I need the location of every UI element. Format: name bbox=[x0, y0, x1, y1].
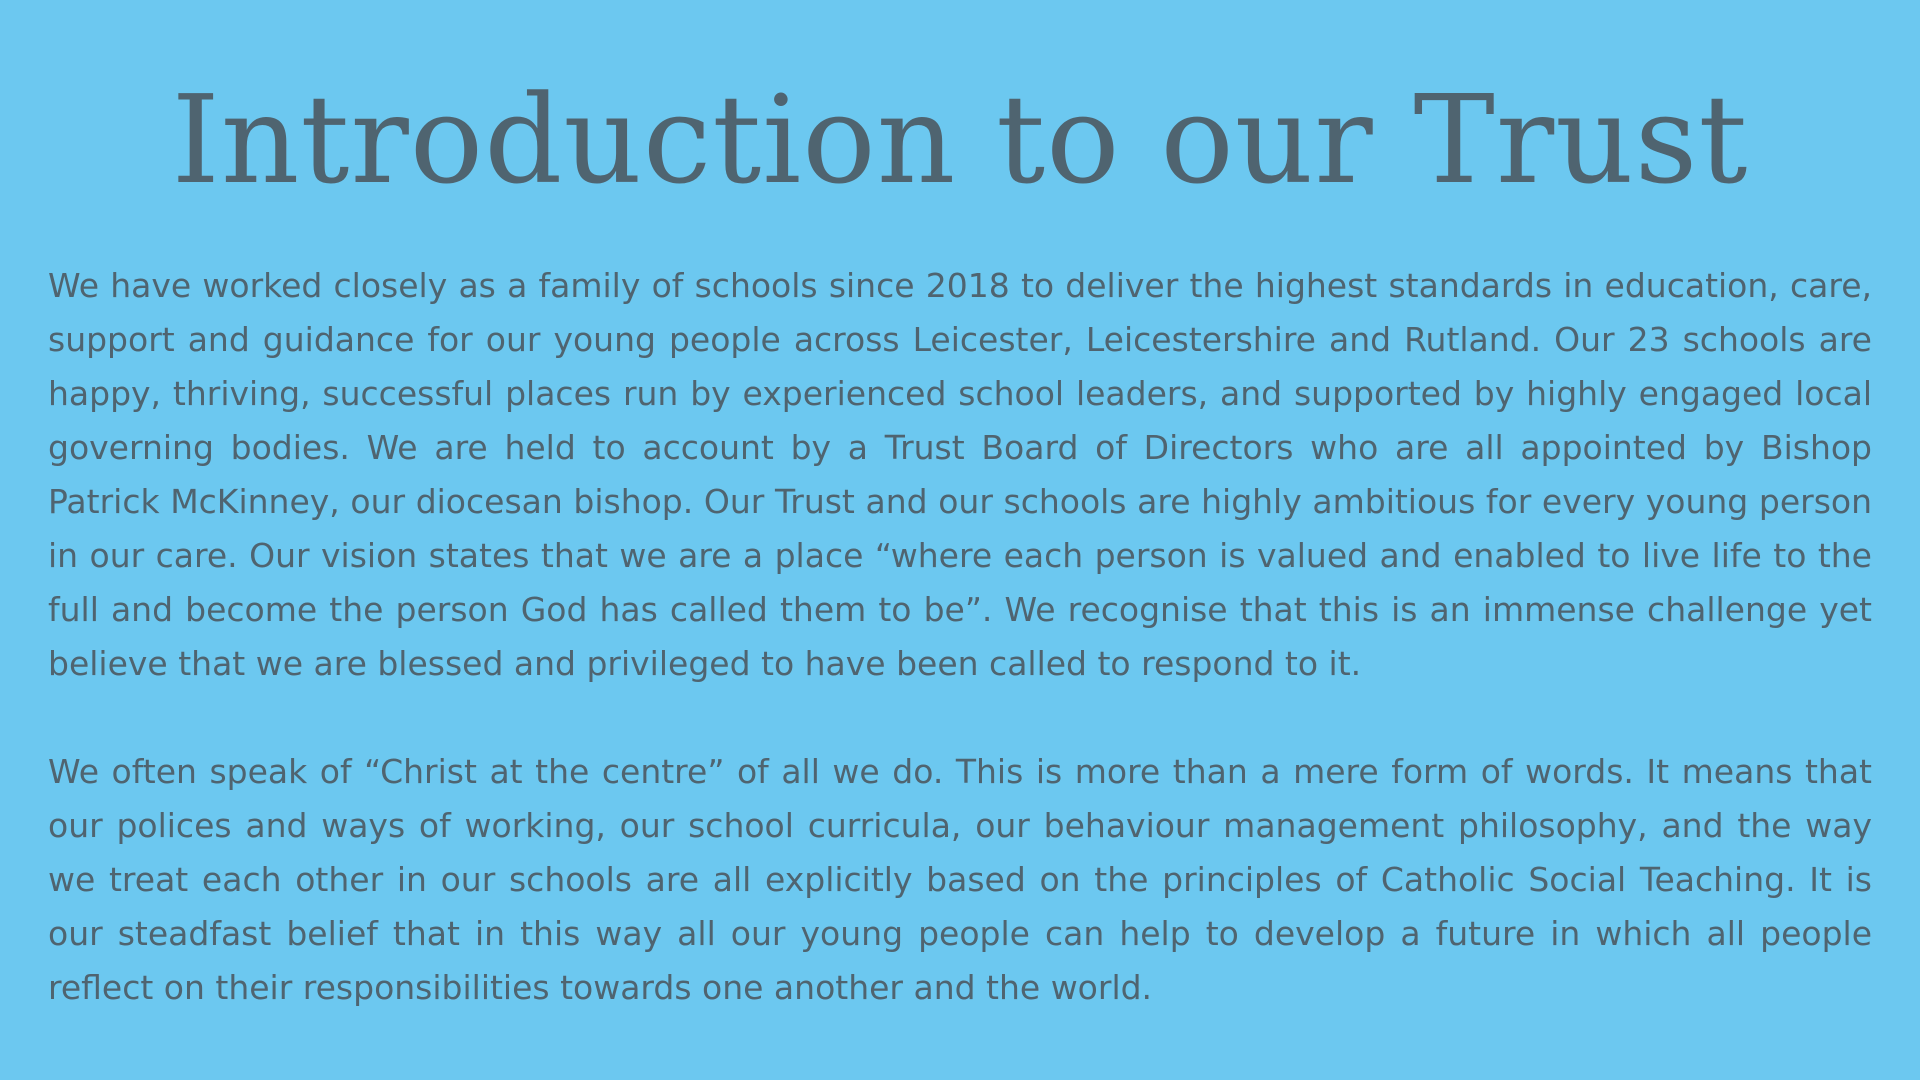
christ-at-centre-paragraph: We often speak of “Christ at the centre” of all we do. This is more than a mere form of words. It means that our polices and ways of working, our school curricula, our behaviour management philosophy, and the way we treat each other in our schools are all explicitly based on the principles of Catholic Social Teaching. It is our steadfast belief that in this way all our young people can help to develop a future in which all people reflect on their responsibilities towards one another and the world. bbox=[48, 752, 1872, 1007]
intro-paragraph: We have worked closely as a family of schools since 2018 to deliver the highest standards in education, care, support and guidance for our young people across Leicester, Leicestershire and Rutland. Our 23 schools are happy, thriving, successful places run by experienced school leaders, and supported by highly engaged local governing bodies. We are held to account by a Trust Board of Directors who are all appointed by Bishop Patrick McKinney, our diocesan bishop. Our Trust and our schools are highly ambitious for every young person in our care. Our vision states that we are a place “where each person is valued and enabled to live life to the full and become the person God has called them to be”. We recognise that this is an immense challenge yet believe that we are blessed and privileged to have been called to respond to it. bbox=[48, 266, 1872, 683]
page-title: Introduction to our Trust bbox=[171, 69, 1749, 211]
